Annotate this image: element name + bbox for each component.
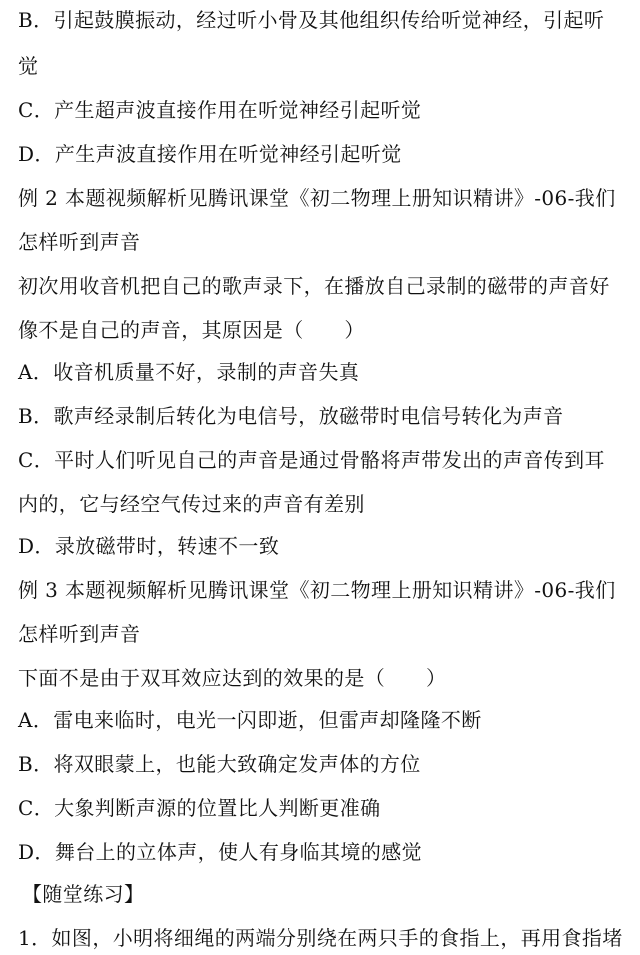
example-3-heading-cont: 怎样听到声音 xyxy=(18,622,141,646)
example-2-heading: 例 2 本题视频解析见腾讯课堂《初二物理上册知识精讲》-06-我们 xyxy=(18,186,616,210)
example-2-heading-cont: 怎样听到声音 xyxy=(18,230,141,254)
option-b-line-2: 觉 xyxy=(18,54,39,78)
example-3-option-d: D．舞台上的立体声，使人有身临其境的感觉 xyxy=(18,840,423,864)
option-b-line-1: B．引起鼓膜振动，经过听小骨及其他组织传给听觉神经，引起听 xyxy=(18,8,605,32)
example-2-option-a: A．收音机质量不好，录制的声音失真 xyxy=(18,360,360,384)
example-3-option-a: A．雷电来临时，电光一闪即逝，但雷声却隆隆不断 xyxy=(18,708,482,732)
example-2-option-d: D．录放磁带时，转速不一致 xyxy=(18,534,280,558)
example-2-question-1: 初次用收音机把自己的歌声录下，在播放自己录制的磁带的声音好 xyxy=(18,274,610,298)
example-3-heading: 例 3 本题视频解析见腾讯课堂《初二物理上册知识精讲》-06-我们 xyxy=(18,578,616,602)
example-2-option-b: B．歌声经录制后转化为电信号，放磁带时电信号转化为声音 xyxy=(18,404,564,428)
example-2-question-2: 像不是自己的声音，其原因是（ ） xyxy=(18,318,365,342)
practice-question-1: 1．如图，小明将细绳的两端分别绕在两只手的食指上，再用食指堵 xyxy=(18,926,623,950)
option-d: D．产生声波直接作用在听觉神经引起听觉 xyxy=(18,142,402,166)
example-3-option-c: C．大象判断声源的位置比人判断更准确 xyxy=(18,796,381,820)
example-3-option-b: B．将双眼蒙上，也能大致确定发声体的方位 xyxy=(18,752,421,776)
practice-section-heading: 【随堂练习】 xyxy=(22,882,145,906)
example-3-question: 下面不是由于双耳效应达到的效果的是（ ） xyxy=(18,666,447,690)
example-2-option-c-1: C．平时人们听见自己的声音是通过骨骼将声带发出的声音传到耳 xyxy=(18,448,605,472)
option-c: C．产生超声波直接作用在听觉神经引起听觉 xyxy=(18,98,422,122)
example-2-option-c-2: 内的，它与经空气传过来的声音有差别 xyxy=(18,492,365,516)
